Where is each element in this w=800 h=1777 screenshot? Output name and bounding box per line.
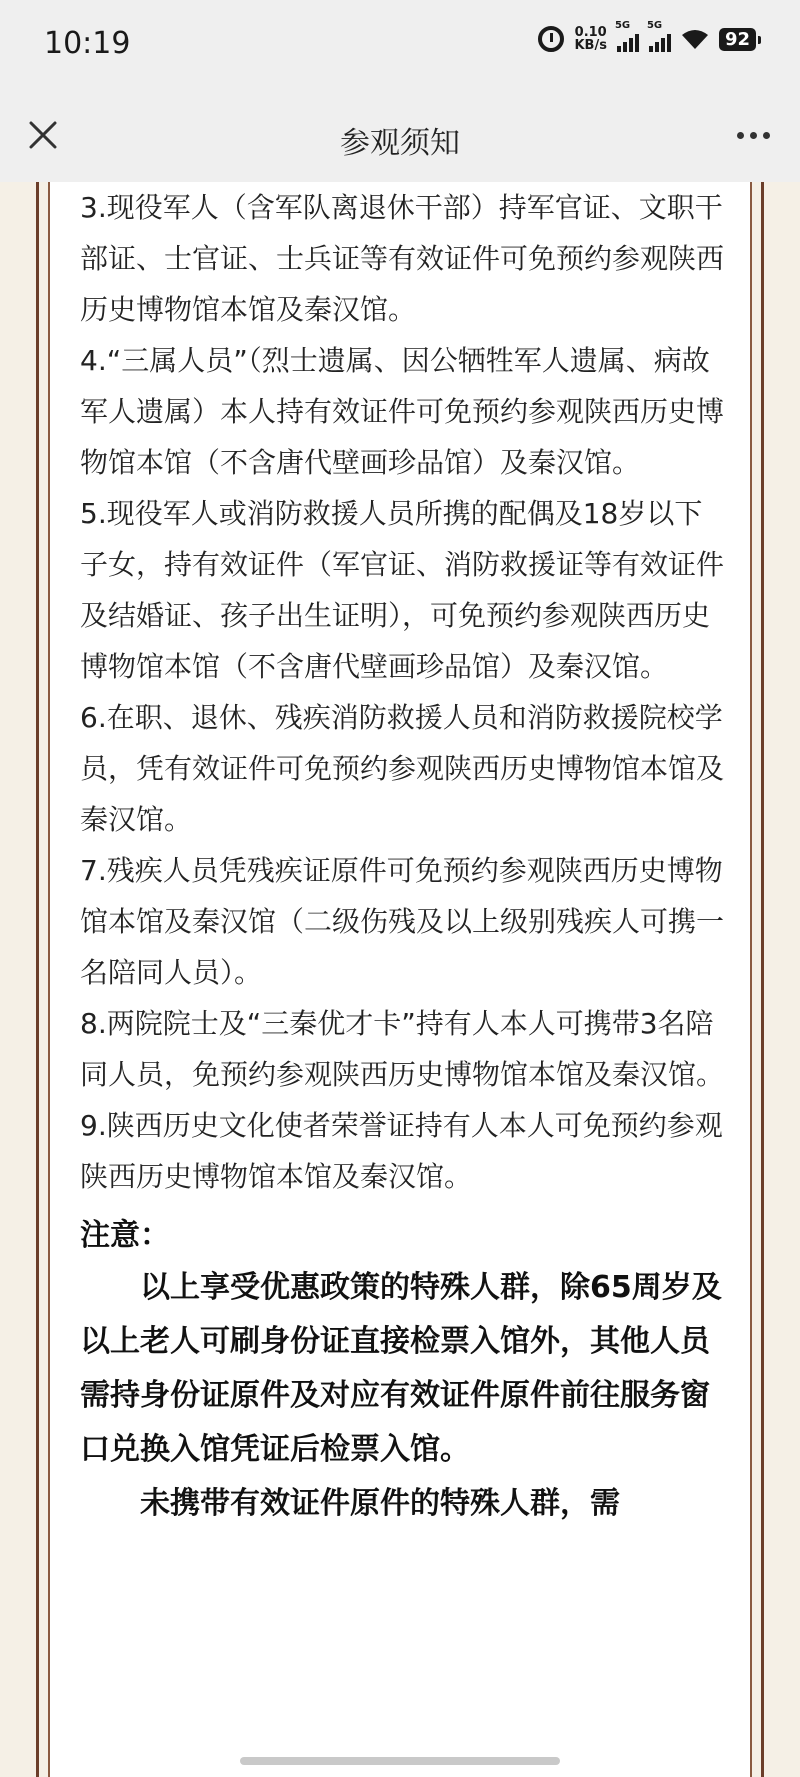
- battery-icon: 92: [719, 28, 756, 51]
- signal-label-1: 5G: [614, 20, 631, 31]
- wifi-icon: [681, 28, 709, 50]
- speed-value: 0.10: [574, 25, 607, 40]
- frame-border-right-inner: [750, 182, 752, 1777]
- status-bar: [0, 0, 800, 90]
- content-area[interactable]: [0, 182, 800, 1777]
- note-title: 注意：: [80, 1218, 170, 1253]
- notice-item-3: 3.现役军人（含军队离退休干部）持军官证、文职干部证、士官证、士兵证等有效证件可免预约参观陕西历史博物馆本馆及秦汉馆。: [80, 191, 725, 326]
- frame-border-right: [761, 182, 764, 1777]
- note-paragraph-2: 未携带有效证件原件的特殊人群，需: [140, 1486, 620, 1521]
- notice-item-9: 9.陕西历史文化使者荣誉证持有人本人可免预约参观陕西历史博物馆本馆及秦汉馆。: [80, 1109, 723, 1193]
- more-dot-icon: [737, 132, 744, 139]
- more-dot-icon: [750, 132, 757, 139]
- home-indicator[interactable]: [240, 1757, 560, 1765]
- notice-item-5: 5.现役军人或消防救援人员所携的配偶及18岁以下子女，持有效证件（军官证、消防救援证等有效证件及结婚证、孩子出生证明），可免预约参观陕西历史博物馆本馆（不含唐代壁画珍品馆）及秦汉馆。: [80, 497, 725, 683]
- note-paragraph-1: 以上享受优惠政策的特殊人群，除65周岁及以上老人可刷身份证直接检票入馆外，其他人员需持身份证原件及对应有效证件原件前往服务窗口兑换入馆凭证后检票入馆。: [80, 1270, 722, 1467]
- notice-item-6: 6.在职、退休、残疾消防救援人员和消防救援院校学员，凭有效证件可免预约参观陕西历史博物馆本馆及秦汉馆。: [80, 701, 725, 836]
- signal-label-2: 5G: [646, 20, 663, 31]
- notice-item-4: 4.“三属人员”（烈士遗属、因公牺牲军人遗属、病故军人遗属）本人持有效证件可免预约参观陕西历史博物馆本馆（不含唐代壁画珍品馆）及秦汉馆。: [80, 344, 725, 479]
- status-time: 10:19: [44, 26, 131, 61]
- nav-bar: [0, 90, 800, 182]
- frame-border-left: [36, 182, 39, 1777]
- signal-icon-1: [614, 20, 639, 52]
- notice-item-8: 8.两院院士及“三秦优才卡”持有人本人可携带3名陪同人员，免预约参观陕西历史博物馆本馆及秦汉馆。: [80, 1007, 725, 1091]
- page-title: 参观须知: [340, 126, 460, 161]
- notice-item-7: 7.残疾人员凭残疾证原件可免预约参观陕西历史博物馆本馆及秦汉馆（二级伤残及以上级别残疾人可携一名陪同人员）。: [80, 854, 725, 989]
- more-dot-icon: [763, 132, 770, 139]
- status-icons: [538, 20, 756, 53]
- network-speed: [574, 26, 606, 52]
- speed-unit: KB/s: [574, 38, 607, 53]
- alarm-icon: [538, 26, 564, 52]
- notice-text: [80, 182, 730, 1531]
- more-button[interactable]: [728, 120, 778, 150]
- signal-icon-2: [646, 20, 671, 52]
